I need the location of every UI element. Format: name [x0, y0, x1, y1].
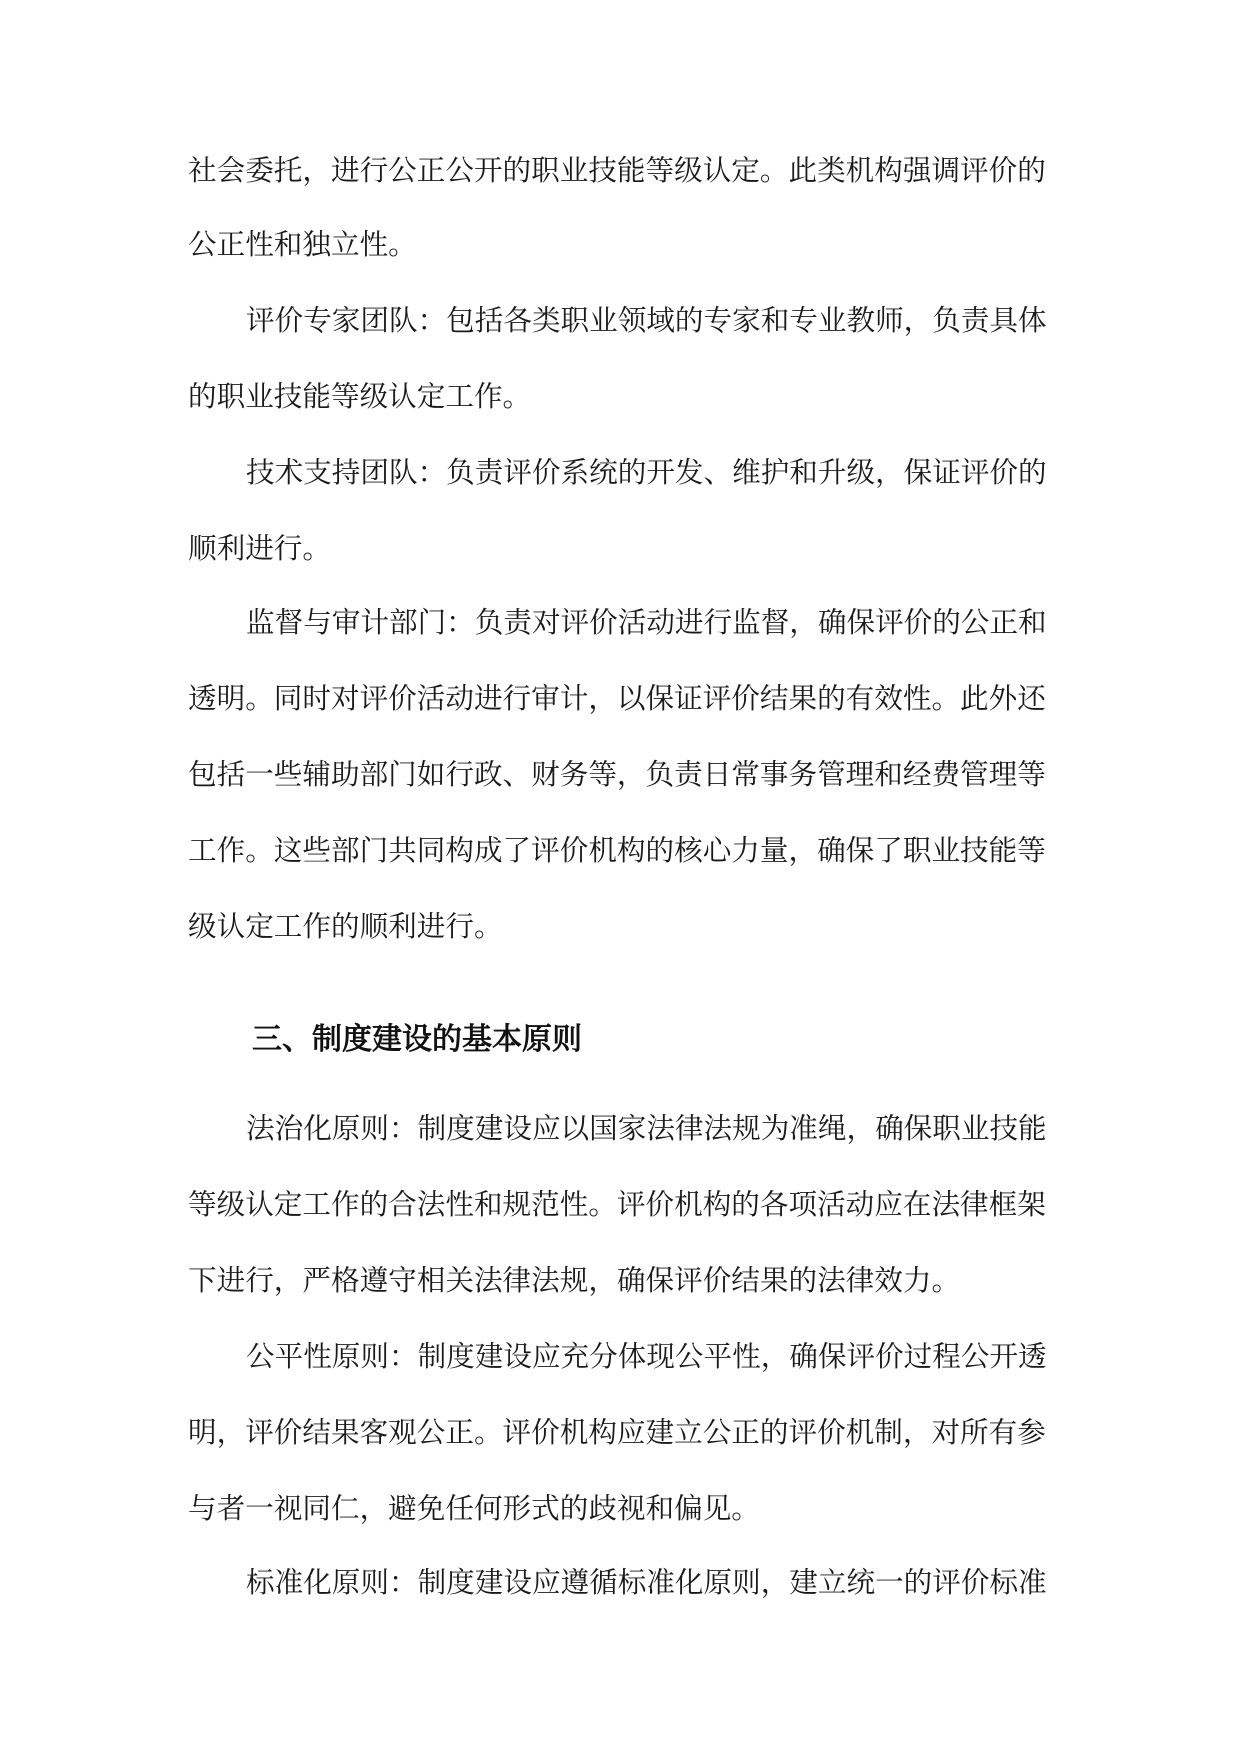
paragraph-line: 标准化原则：制度建设应遵循标准化原则，建立统一的评价标准 — [246, 1565, 1047, 1599]
paragraph-line: 法治化原则：制度建设应以国家法律法规为准绳，确保职业技能 — [246, 1111, 1047, 1145]
paragraph-line: 技术支持团队：负责评价系统的开发、维护和升级，保证评价的 — [246, 455, 1047, 489]
paragraph-line: 等级认定工作的合法性和规范性。评价机构的各项活动应在法律框架 — [188, 1187, 1046, 1221]
paragraph-line: 的职业技能等级认定工作。 — [188, 379, 532, 413]
paragraph-line: 公正性和独立性。 — [188, 227, 417, 261]
paragraph-line: 明，评价结果客观公正。评价机构应建立公正的评价机制，对所有参 — [188, 1415, 1046, 1449]
paragraph-line: 顺利进行。 — [188, 531, 331, 565]
paragraph-line: 与者一视同仁，避免任何形式的歧视和偏见。 — [188, 1491, 760, 1525]
paragraph-line: 级认定工作的顺利进行。 — [188, 909, 503, 943]
paragraph-line: 工作。这些部门共同构成了评价机构的核心力量，确保了职业技能等 — [188, 833, 1046, 867]
paragraph-line: 公平性原则：制度建设应充分体现公平性，确保评价过程公开透 — [246, 1339, 1047, 1373]
paragraph-line: 社会委托，进行公正公开的职业技能等级认定。此类机构强调评价的 — [188, 153, 1046, 187]
paragraph-line: 监督与审计部门：负责对评价活动进行监督，确保评价的公正和 — [246, 605, 1047, 639]
section-heading: 三、制度建设的基本原则 — [252, 1022, 582, 1057]
paragraph-line: 评价专家团队：包括各类职业领域的专家和专业教师，负责具体 — [246, 303, 1047, 337]
paragraph-line: 透明。同时对评价活动进行审计，以保证评价结果的有效性。此外还 — [188, 681, 1046, 715]
paragraph-line: 下进行，严格遵守相关法律法规，确保评价结果的法律效力。 — [188, 1263, 961, 1297]
paragraph-line: 包括一些辅助部门如行政、财务等，负责日常事务管理和经费管理等 — [188, 757, 1046, 791]
